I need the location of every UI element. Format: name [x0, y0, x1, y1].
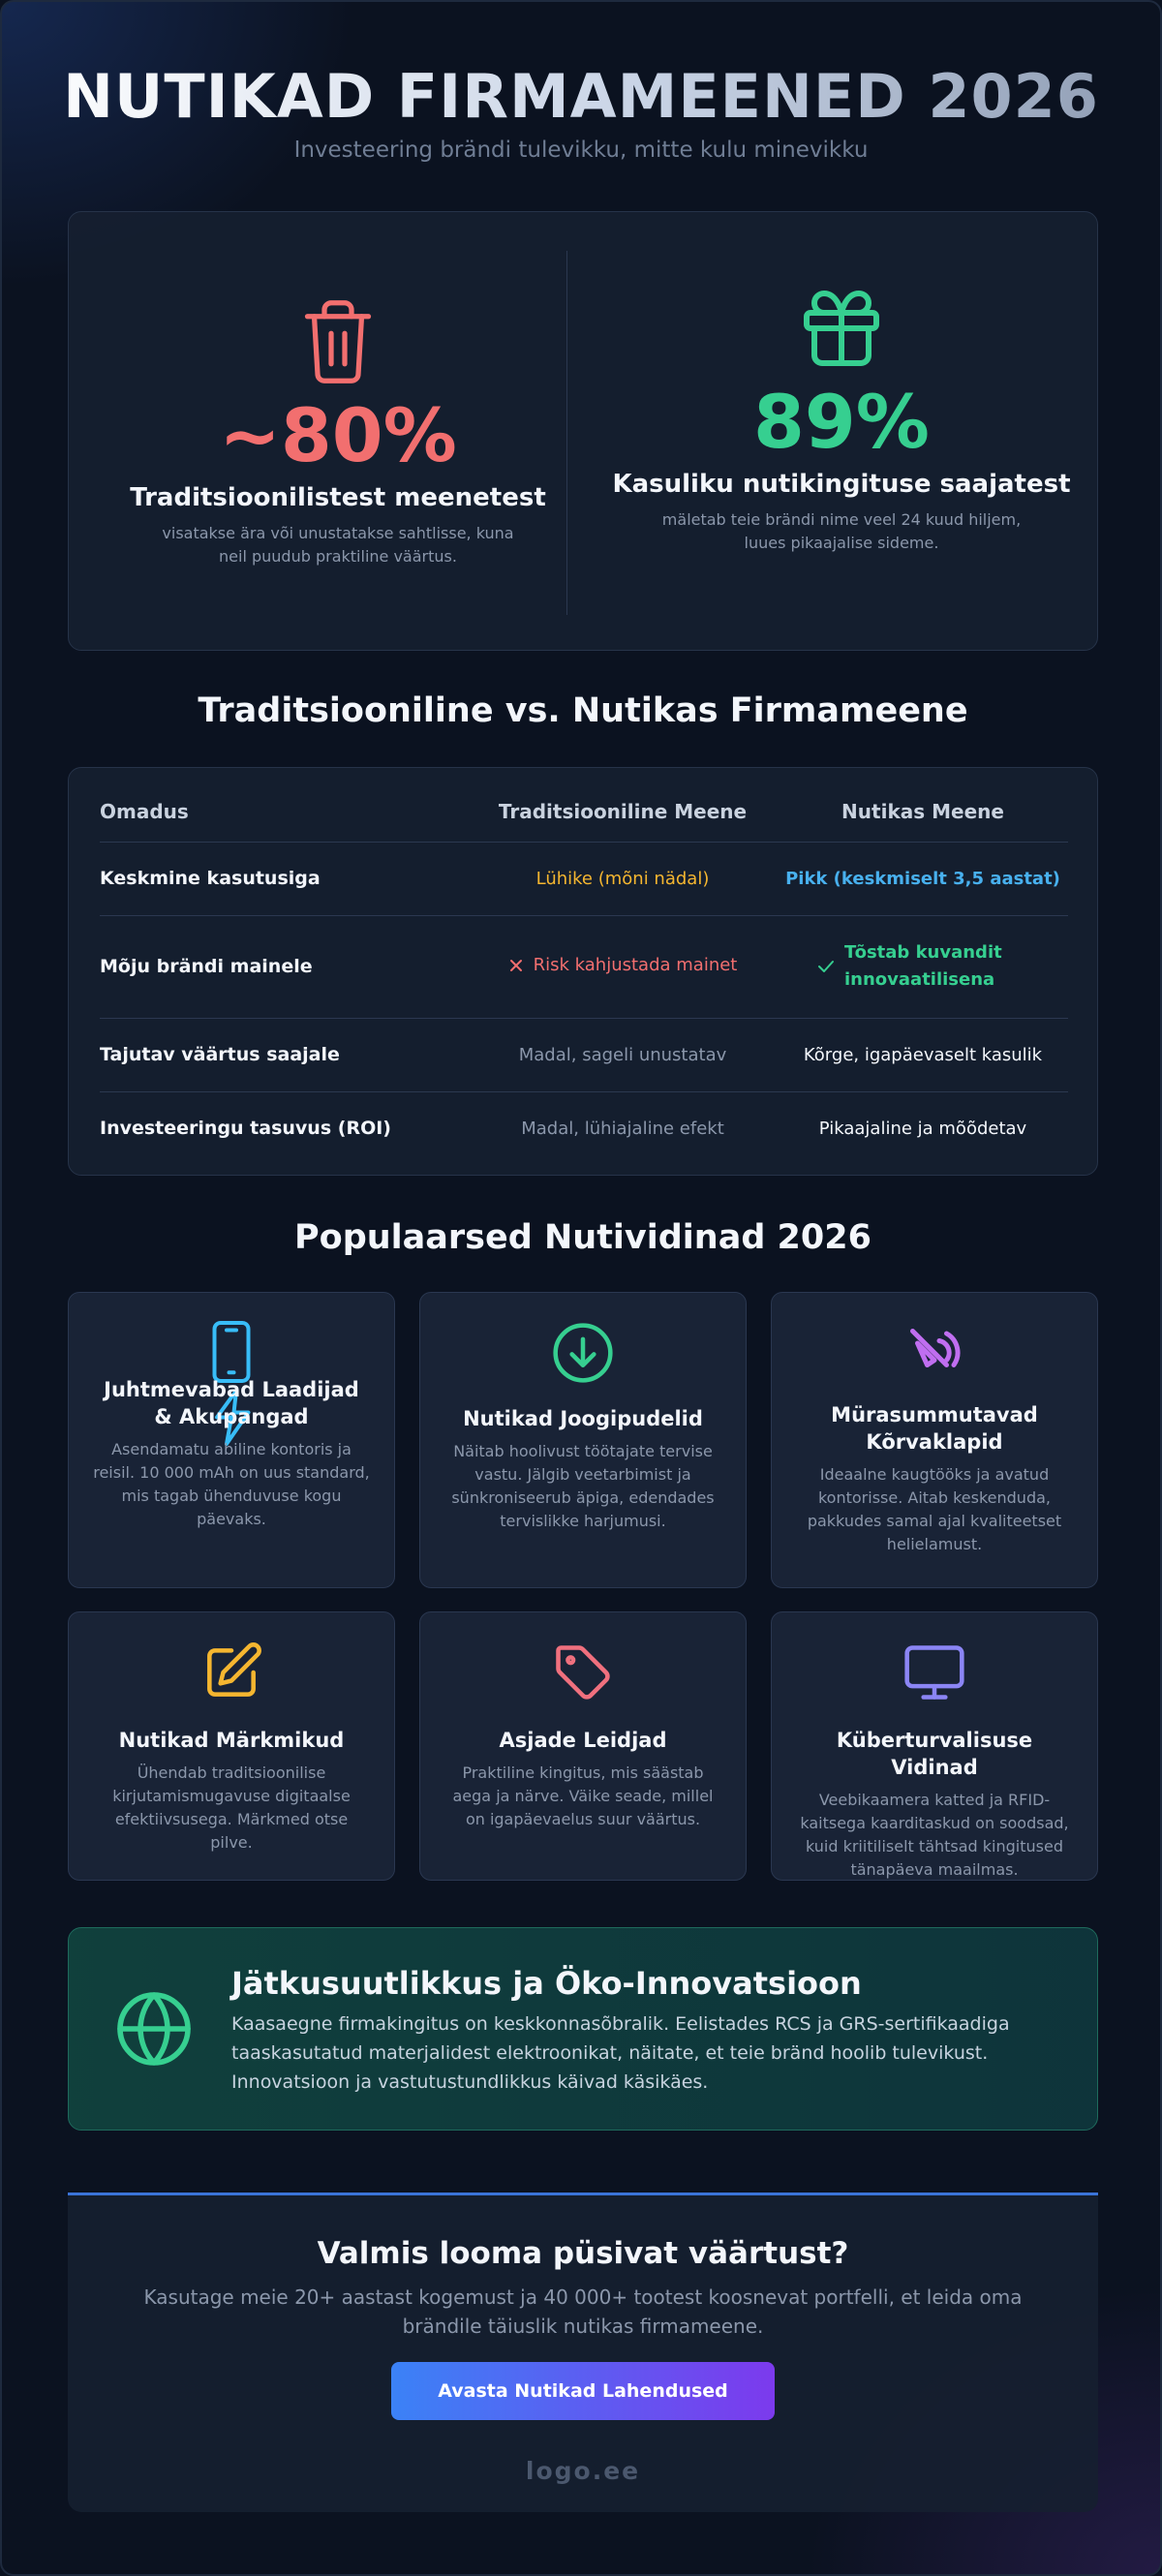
stat-label: Traditsioonilistest meenetest [130, 483, 546, 512]
row-smart: Tõstab kuvandit innovaatilisena [844, 942, 1002, 990]
gadget-card-headphones [771, 1292, 1098, 1588]
row-smart: Pikk (keskmiselt 3,5 aastat) [785, 868, 1060, 889]
stat-value: ~80% [219, 392, 457, 478]
header [2, 2, 1160, 163]
download-circle-icon [550, 1320, 616, 1386]
stat-discarded [96, 295, 580, 568]
muted-sound-icon [905, 1324, 963, 1382]
cross-icon [508, 958, 524, 973]
row-traditional-cell [508, 955, 738, 975]
tag-icon [550, 1640, 616, 1705]
stat-description: mäletab teie brändi nime veel 24 kuud hiljem, luues pikaajalise sideme. [661, 510, 1022, 552]
column-header: Omadus [100, 800, 189, 823]
comparison-title: Traditsiooniline vs. Nutikas Firmameene [198, 691, 968, 730]
eco-panel [68, 1927, 1098, 2131]
row-feature: Mõju brändi mainele [100, 956, 313, 977]
stats-panel [68, 211, 1098, 651]
gadget-description: Näitab hoolivust töötajate tervise vastu. Jälgib veetarbimist ja sünkroniseerub äpiga, edendades tervislikke harjumusi. [451, 1442, 715, 1530]
explore-solutions-button[interactable]: Avasta Nutikad Lahendused [391, 2362, 775, 2420]
gadget-title: Mürasummutavad Kõrvaklapid [831, 1403, 1038, 1454]
stat-description: visatakse ära või unustatakse sahtlisse, kuna neil puudub praktiline väärtus. [162, 524, 514, 566]
gadget-card-security [771, 1611, 1098, 1881]
gadget-card-chargers [68, 1292, 395, 1588]
table-row [100, 842, 1068, 915]
column-header: Traditsiooniline Meene [498, 800, 748, 823]
monitor-icon [902, 1640, 967, 1705]
gadget-description: Praktiline kingitus, mis säästab aega ja närve. Väike seade, millel on igapäevaelus suur väärtus. [452, 1763, 714, 1828]
row-smart: Pikaajaline ja mõõdetav [818, 1118, 1027, 1139]
gadget-title: Nutikad Märkmikud [118, 1729, 345, 1752]
gadget-title: Juhtmevabad Laadijad & Akupangad [104, 1378, 359, 1428]
row-smart-cell [817, 939, 1028, 994]
gadget-card-trackers [419, 1611, 747, 1881]
row-feature: Keskmine kasutusiga [100, 868, 321, 889]
table-row [100, 915, 1068, 1018]
gadget-description: Asendamatu abiline kontoris ja reisil. 10 000 mAh on uus standard, mis tagab ühenduvuse kogu päevaks. [93, 1440, 370, 1528]
comparison-table [68, 767, 1098, 1176]
trash-icon [297, 295, 379, 388]
row-traditional: Madal, lühiajaline efekt [521, 1118, 724, 1139]
gadgets-title: Populaarsed Nutividinad 2026 [294, 1218, 872, 1257]
row-smart: Kõrge, igapäevaselt kasulik [803, 1044, 1043, 1065]
stat-remembered [599, 282, 1084, 555]
gadget-title: Nutikad Joogipudelid [463, 1407, 703, 1430]
stat-label: Kasuliku nutikingituse saajatest [612, 470, 1071, 499]
globe-icon [113, 1988, 195, 2070]
row-traditional: Madal, sageli unustatav [518, 1044, 727, 1065]
page-title: NUTIKAD FIRMAMEENED 2026 [2, 62, 1160, 132]
cta-text: Kasutage meie 20+ aastast kogemust ja 40 000+ tootest koosnevat portfelli, et leida oma brändile täiuslik nutikas firmameene. [143, 2285, 1023, 2338]
gadget-description: Veebikaamera katted ja RFID-kaitsega kaarditaskud on soodsad, kuid kriitiliselt tähtsad kingitused tänapäeva maailmas. [800, 1791, 1069, 1879]
column-header: Nutikas Meene [841, 800, 1004, 823]
row-feature: Tajutav väärtus saajale [100, 1044, 340, 1065]
gadget-description: Ühendab traditsioonilise kirjutamismugavuse digitaalse efektiivsusega. Märkmed otse pilve. [112, 1763, 351, 1852]
gadget-description: Ideaalne kaugtööks ja avatud kontorisse. Aitab keskenduda, pakkudes samal ajal kvaliteetset helielamust. [807, 1465, 1062, 1553]
pencil-square-icon [199, 1640, 264, 1705]
check-icon [817, 959, 835, 974]
gadget-title: Asjade Leidjad [499, 1729, 667, 1752]
logo: logo.ee [525, 2457, 641, 2485]
cta-title: Valmis looma püsivat väärtust? [317, 2236, 849, 2271]
gadget-title: Küberturvalisuse Vidinad [836, 1729, 1033, 1779]
table-header [100, 797, 1068, 826]
eco-title: Jätkusuutlikkus ja Öko-Innovatsioon [231, 1965, 862, 2002]
row-feature: Investeeringu tasuvus (ROI) [100, 1118, 391, 1139]
gadget-card-bottles [419, 1292, 747, 1588]
page-subtitle: Investeering brändi tulevikku, mitte kulu minevikku [293, 138, 869, 163]
stat-value: 89% [753, 379, 930, 465]
table-row [100, 1018, 1068, 1091]
gadget-card-notebooks [68, 1611, 395, 1881]
eco-text: Kaasaegne firmakingitus on keskkonnasõbralik. Eelistades RCS ja GRS-sertifikaadiga taaskasutatud materjalidest elektroonikat, näitate, et teie bränd hoolib tulevikust. Innovatsioon ja vastutustundlikkus käivad käsikäes. [231, 2013, 1010, 2093]
gift-icon [795, 282, 888, 375]
row-traditional: Risk kahjustada mainet [533, 955, 738, 976]
divider [566, 251, 567, 615]
row-traditional: Lühike (mõni nädal) [535, 868, 710, 889]
cta-panel [68, 2193, 1098, 2512]
table-row [100, 1091, 1068, 1165]
